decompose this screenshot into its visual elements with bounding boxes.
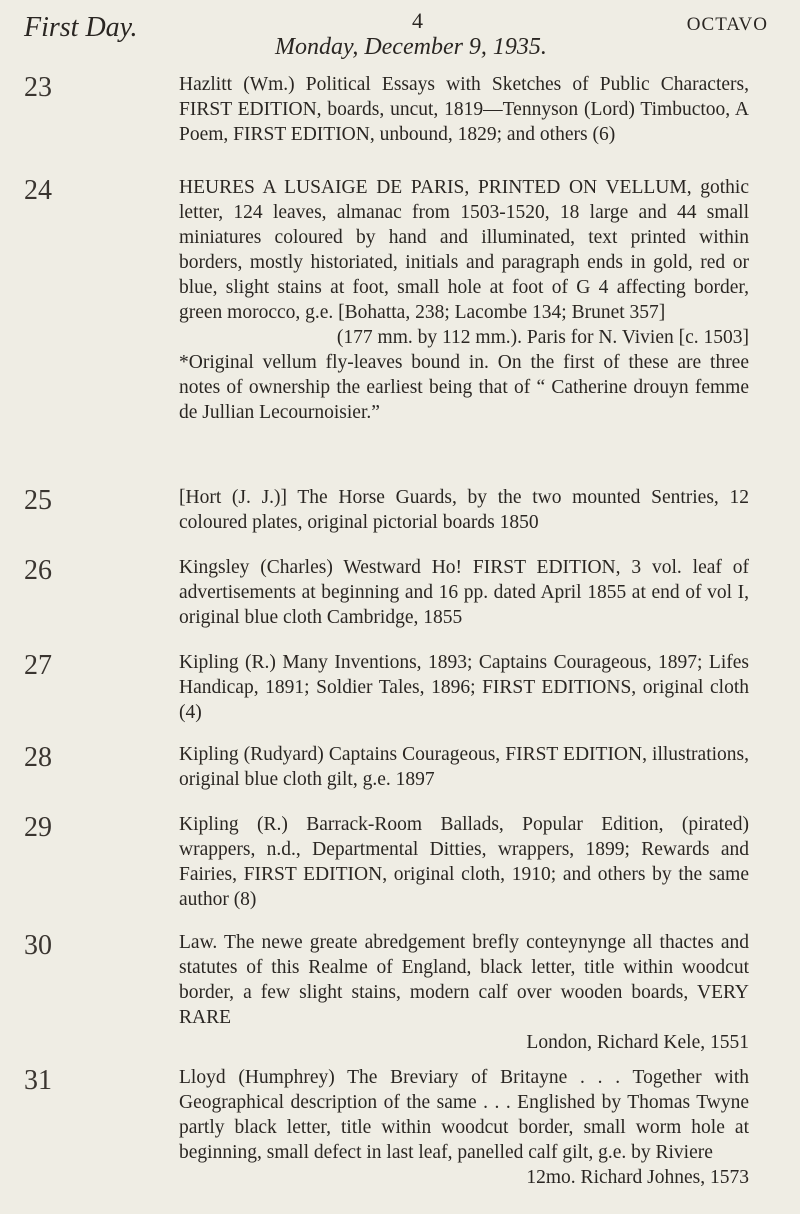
- lot-text: [Hort (J. J.)] The Horse Guards, by the two mounted Sentries, 12 coloured plates, original pictorial boards 1850: [179, 487, 749, 533]
- page-header: [24, 8, 768, 64]
- lot-description: [179, 485, 749, 535]
- lot-number: 26: [24, 555, 52, 586]
- lot-description: [179, 175, 749, 425]
- lot-imprint: London, Richard Kele, 1551: [526, 1032, 749, 1053]
- lot-text: Kipling (Rudyard) Captains Courageous, FIRST EDITION, illustrations, original blue cloth gilt, g.e. 1897: [179, 744, 749, 790]
- lot-description: [179, 812, 749, 912]
- day-label: First Day.: [24, 12, 138, 43]
- lot-description: [179, 650, 749, 725]
- lot-text: Hazlitt (Wm.) Political Essays with Sketches of Public Characters, FIRST EDITION, boards, uncut, 1819—Tennyson (Lord) Timbuctoo, A Poem, FIRST EDITION, unbound, 1829; and others (6): [179, 74, 749, 145]
- lot-text: Kingsley (Charles) Westward Ho! FIRST EDITION, 3 vol. leaf of advertisements at beginning and 16 pp. dated April 1855 at end of vol I, original blue cloth Cambridge, 1855: [179, 557, 749, 628]
- lot-text: Kipling (R.) Many Inventions, 1893; Captains Courageous, 1897; Lifes Handicap, 1891; Soldier Tales, 1896; FIRST EDITIONS, original cloth (4): [179, 652, 749, 723]
- lot-description: [179, 742, 749, 792]
- lot-number: 25: [24, 485, 52, 516]
- sale-date: Monday, December 9, 1935.: [275, 34, 547, 60]
- lot-description: [179, 72, 749, 147]
- lot-number: 29: [24, 812, 52, 843]
- lot-note: *Original vellum fly-leaves bound in. On the first of these are three notes of ownership the earliest being that of “ Catherine drouyn femme de Jullian Lecournoisier.”: [179, 352, 749, 423]
- format-label: OCTAVO: [686, 14, 768, 35]
- lot-number: 30: [24, 930, 52, 961]
- page-number: 4: [412, 8, 423, 33]
- lot-number: 28: [24, 742, 52, 773]
- lot-description: [179, 555, 749, 630]
- lot-text: HEURES A LUSAIGE DE PARIS, PRINTED ON VELLUM, gothic letter, 124 leaves, almanac from 1503-1520, 18 large and 44 small miniatures coloured by hand and illuminated, text printed within borders, mostly historiated, initials and paragraph ends in gold, red or blue, slight stains at foot, small hole at foot of G 4 affecting border, green morocco, g.e. [Bohatta, 238; Lacombe 134; Brunet 357]: [179, 177, 749, 323]
- lot-text: Lloyd (Humphrey) The Breviary of Britayne . . . Together with Geographical description of the same . . . Englished by Thomas Twyne partly black letter, title within woodcut border, small worm hole at beginning, small defect in last leaf, panelled calf gilt, g.e. by Riviere: [179, 1067, 749, 1163]
- lot-description: [179, 1065, 749, 1190]
- lot-description: [179, 930, 749, 1055]
- lot-imprint: 12mo. Richard Johnes, 1573: [526, 1167, 749, 1188]
- lot-number: 31: [24, 1065, 52, 1096]
- lot-imprint: (177 mm. by 112 mm.). Paris for N. Vivien [c. 1503]: [336, 327, 749, 348]
- lot-text: Kipling (R.) Barrack-Room Ballads, Popular Edition, (pirated) wrappers, n.d., Departmental Ditties, wrappers, 1899; Rewards and Fairies, FIRST EDITION, original cloth, 1910; and others by the same author (8): [179, 814, 749, 910]
- lot-number: 23: [24, 72, 52, 103]
- lot-number: 24: [24, 175, 52, 206]
- lot-number: 27: [24, 650, 52, 681]
- lot-text: Law. The newe greate abredgement brefly conteynynge all thactes and statutes of this Realme of England, black letter, title within woodcut border, a few slight stains, modern calf over wooden boards, VERY RARE: [179, 932, 749, 1028]
